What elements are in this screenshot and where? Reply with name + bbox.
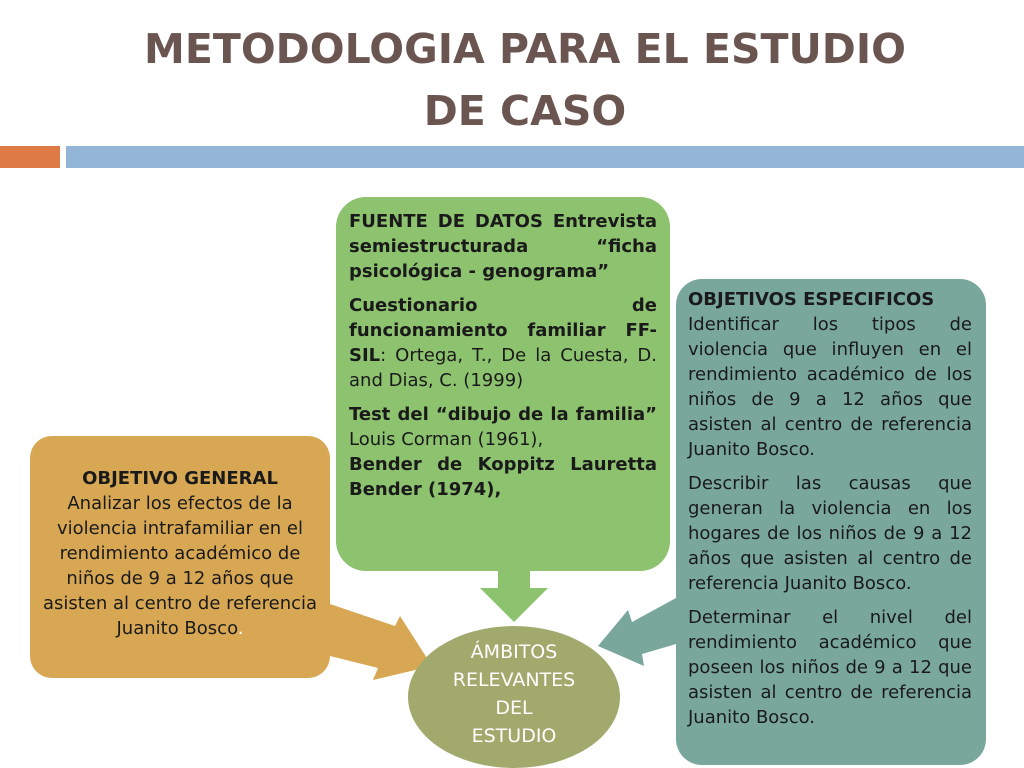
objetivos-especificos-paragraph-1 bbox=[688, 287, 972, 462]
fuente-datos-paragraph-1 bbox=[349, 209, 657, 284]
objetivo-general-heading: OBJETIVO GENERAL bbox=[82, 468, 278, 489]
fuente-datos-heading: FUENTE DE DATOS Entrevista semiestructurada “ficha psicológica - genograma” bbox=[349, 211, 657, 282]
ambitos-line-4: ESTUDIO bbox=[471, 725, 557, 747]
ambitos-line-3: DEL bbox=[495, 697, 533, 719]
fuente-datos-cuestionario-ref: : Ortega, T., De la Cuesta, D. and Dias, C. (1999) bbox=[349, 345, 657, 391]
fuente-datos-paragraph-2 bbox=[349, 293, 657, 393]
slide-title-line-2: DE CASO bbox=[423, 87, 627, 135]
objetivos-especificos-heading: OBJETIVOS ESPECIFICOS bbox=[688, 289, 935, 310]
objetivo-especifico-1: Identificar los tipos de violencia que influyen en el rendimiento académico de los niños de 9 a 12 años que asisten al centro de referencia Juanito Bosco. bbox=[688, 314, 972, 460]
objetivo-especifico-2: Describir las causas que generan la violencia en los hogares de los niños de 9 a 12 años que asisten al centro de referencia Juanito Bosco. bbox=[688, 473, 972, 594]
objetivos-especificos-box bbox=[676, 279, 986, 765]
arrow-left-especificos bbox=[598, 598, 676, 666]
fuente-datos-paragraph-3 bbox=[349, 402, 657, 502]
fuente-datos-test-ref: Louis Corman (1961), bbox=[349, 429, 544, 450]
arrow-down-fuente bbox=[480, 571, 548, 622]
fuente-datos-test: Test del “dibujo de la familia” bbox=[349, 404, 657, 425]
ambitos-relevantes-ellipse bbox=[408, 626, 620, 768]
objetivo-general-text: Analizar los efectos de la violencia intrafamiliar en el rendimiento académico de niños de 9 a 12 años que asisten al centro de referencia Juanito Bosco bbox=[42, 493, 318, 639]
fuente-datos-cuestionario: Cuestionario de funcionamiento familiar FF-SIL bbox=[349, 295, 657, 366]
ambitos-line-1: ÁMBITOS bbox=[470, 641, 558, 663]
slide-title-line-1: METODOLOGIA PARA EL ESTUDIO bbox=[144, 25, 906, 73]
objetivo-especifico-3: Determinar el nivel del rendimiento académico que poseen los niños de 9 a 12 que asisten al centro de referencia Juanito Bosco. bbox=[688, 607, 972, 728]
fuente-datos-box bbox=[336, 197, 670, 571]
objetivo-general-period: . bbox=[237, 618, 244, 639]
objetivo-general-box bbox=[30, 436, 330, 678]
fuente-datos-bender: Bender de Koppitz Lauretta Bender (1974), bbox=[349, 454, 657, 500]
ambitos-line-2: RELEVANTES bbox=[452, 669, 576, 691]
